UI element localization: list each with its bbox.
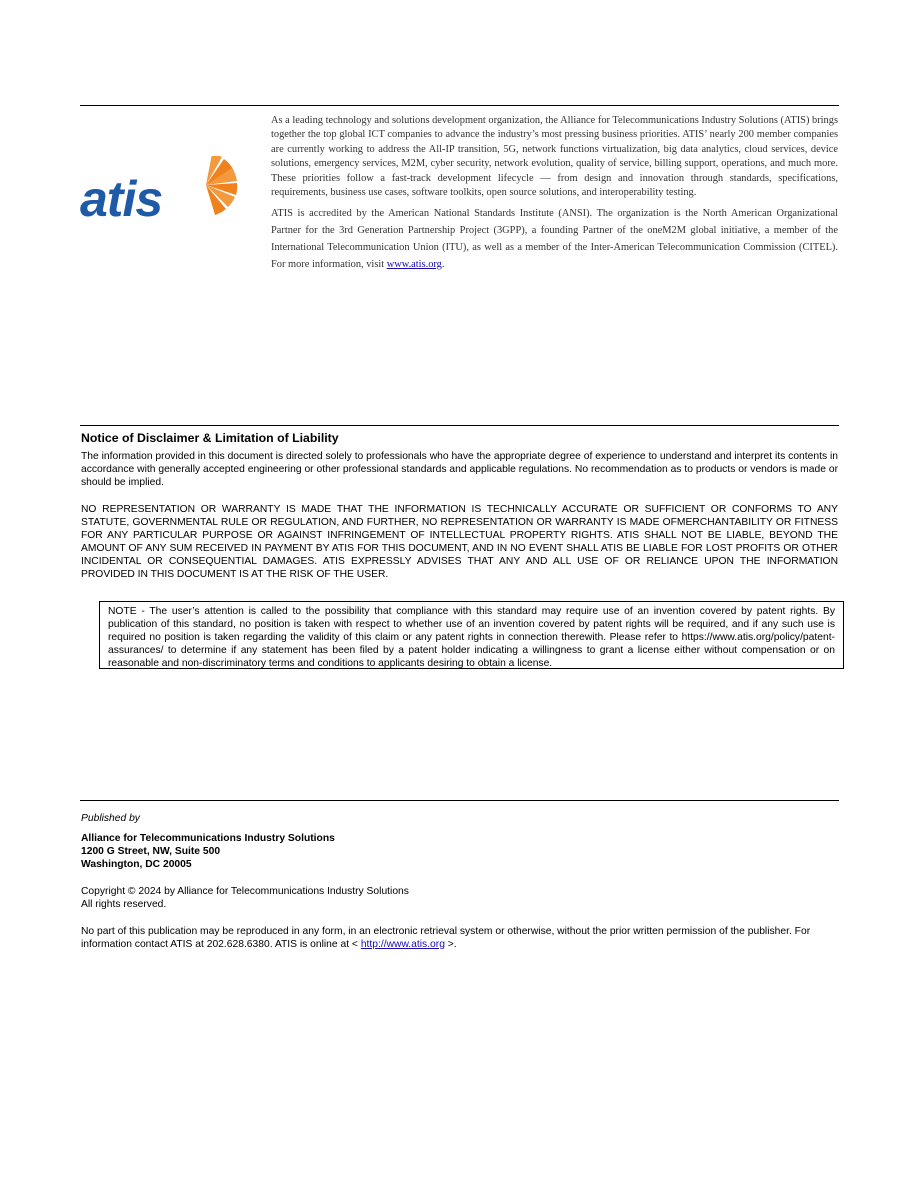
about-paragraph-2 (271, 206, 838, 273)
about-paragraph-2-end: . (441, 258, 445, 270)
disclaimer-section (81, 431, 838, 595)
about-paragraph-1: As a leading technology and solutions development organization, the Alliance for Telecommunications Industry Solutions (ATIS) brings together the top global ICT companies to advance the industry’s most pressing business priorities. ATIS’ nearly 200 member companies are currently working to address the All-IP transition, 5G, network functions virtualization, big data analytics, cloud services, device solutions, emergency services, M2M, cyber security, network evolution, quality of service, billing support, operations, and much more. These priorities follow a fast-track development lifecycle — from design and innovation through standards, specifications, requirements, business use cases, software toolkits, open source solutions, and interoperability testing. (271, 115, 838, 199)
copyright-line: Copyright © 2024 by Alliance for Telecommunications Industry Solutions (81, 886, 409, 897)
sunburst-icon (206, 156, 237, 215)
atis-website-link[interactable]: www.atis.org (386, 258, 442, 270)
publisher-address-line-1: 1200 G Street, NW, Suite 500 (81, 846, 221, 857)
publisher-address-line-2: Washington, DC 20005 (81, 859, 192, 870)
notice-rule (80, 425, 839, 426)
patent-note-box (99, 601, 844, 669)
publisher-section (81, 812, 838, 951)
publisher-rule (80, 800, 839, 801)
rights-line: All rights reserved. (81, 899, 167, 910)
logo-wordmark: atis (80, 171, 163, 222)
published-by-label: Published by (81, 813, 140, 824)
permission-end: >. (444, 939, 457, 950)
publisher-name: Alliance for Telecommunications Industry Solutions (81, 833, 335, 844)
disclaimer-paragraph-1: The information provided in this document is directed solely to professionals who have the appropriate degree of experience to understand and interpret its contents in accordance with generally accepted engineering or other professional standards and applicable regulations. No recommendation as to products or vendors is made or should be implied. (81, 451, 838, 488)
top-rule (80, 105, 839, 106)
publisher-address (81, 832, 838, 871)
copyright-block (81, 885, 838, 911)
disclaimer-heading: Notice of Disclaimer & Limitation of Liability (81, 431, 339, 445)
atis-logo (80, 156, 240, 222)
disclaimer-paragraph-2: NO REPRESENTATION OR WARRANTY IS MADE THAT THE INFORMATION IS TECHNICALLY ACCURATE OR SUFFICIENT OR CONFORMS TO ANY STATUTE, GOVERNMENTAL RULE OR REGULATION, AND FURTHER, NO REPRESENTATION OR WARRANTY IS MADE OFMERCHANTABILITY OR FITNESS FOR ANY PARTICULAR PURPOSE OR AGAINST INFRINGEMENT OF INTELLECTUAL PROPERTY RIGHTS. ATIS SHALL NOT BE LIABLE, BEYOND THE AMOUNT OF ANY SUM RECEIVED IN PAYMENT BY ATIS FOR THIS DOCUMENT, AND IN NO EVENT SHALL ATIS BE LIABLE FOR LOST PROFITS OR OTHER INCIDENTAL OR CONSEQUENTIAL DAMAGES. ATIS EXPRESSLY ADVISES THAT ANY AND ALL USE OF OR RELIANCE UPON THE INFORMATION PROVIDED IN THIS DOCUMENT IS AT THE RISK OF THE USER. (81, 504, 838, 580)
atis-homepage-link[interactable]: http://www.atis.org (360, 939, 445, 950)
about-paragraph-2-text: ATIS is accredited by the American National Standards Institute (ANSI). The organization is the North American Organizational Partner for the 3rd Generation Partnership Project (3GPP), a founding Partner of the oneM2M global initiative, a member of the International Telecommunication Union (ITU), as well as a member of the Inter-American Telecommunication Commission (CITEL). For more information, visit (271, 208, 838, 270)
patent-note-text: NOTE - The user’s attention is called to the possibility that compliance with this standard may require use of an invention covered by patent rights. By publication of this standard, no position is taken with respect to whether use of an invention covered by patent rights will be required, and if any such use is required no position is taken regarding the validity of this claim or any patent rights in connection therewith. Please refer to https://www.atis.org/policy/patent-assurances/ to determine if any statement has been filed by a patent holder indicating a willingness to grant a license either without compensation or on reasonable and non-discriminatory terms and conditions to applicants desiring to obtain a license. (108, 606, 835, 669)
about-atis-section (271, 114, 838, 280)
permission-text: No part of this publication may be reproduced in any form, in an electronic retrieval system or otherwise, without the prior written permission of the publisher. For information contact ATIS at 202.628.6380. ATIS is online at < (81, 926, 811, 950)
permission-statement (81, 925, 838, 951)
